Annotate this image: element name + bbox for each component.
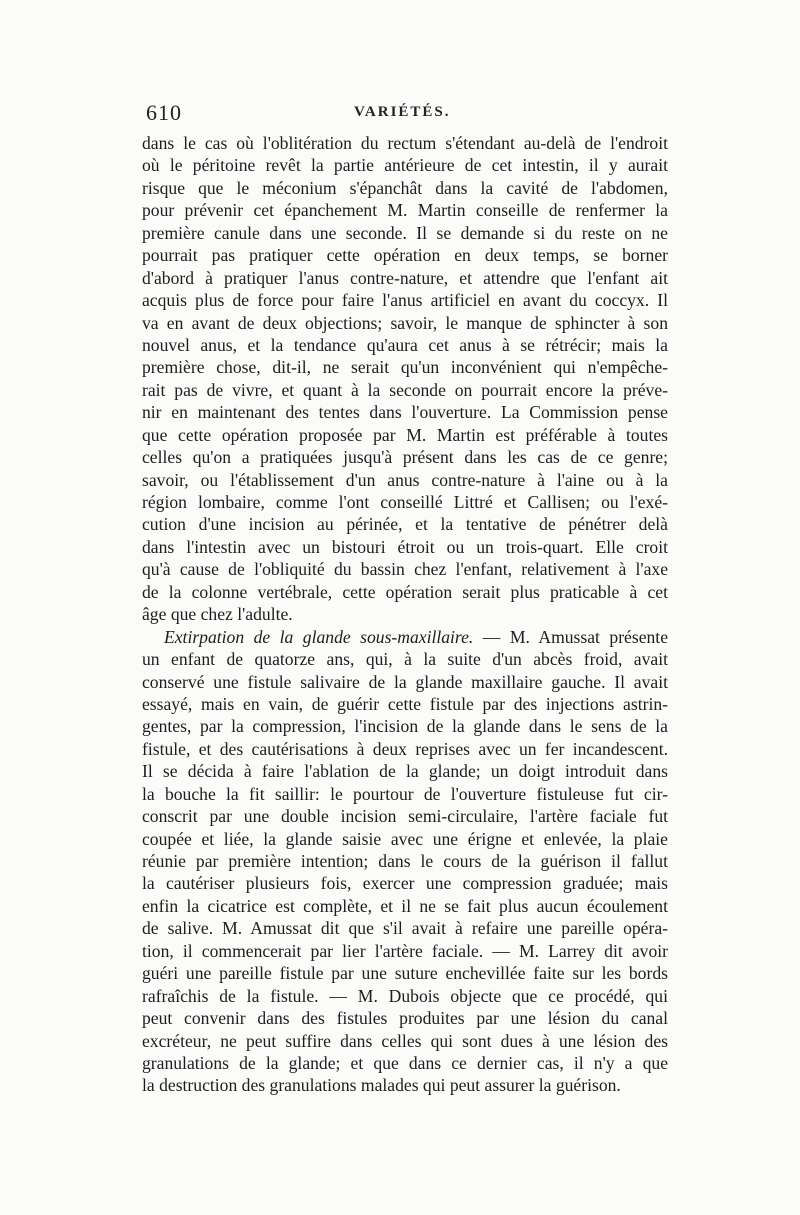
running-head: VARIÉTÉS. xyxy=(354,104,451,120)
text-line: cution d'une incision au périnée, et la tentative de pénétrer delà xyxy=(142,514,668,535)
paragraph-extirpation xyxy=(142,648,668,1097)
text-line: peut convenir dans des fistules produites par une lésion du canal xyxy=(142,1008,668,1029)
text-line: d'abord à pratiquer l'anus contre-nature, et attendre que l'enfant ait xyxy=(142,267,668,288)
text-line: va en avant de deux objections; savoir, le manque de sphincter à son xyxy=(142,312,668,333)
text-line: un enfant de quatorze ans, qui, à la suite d'un abcès froid, avait xyxy=(142,649,668,670)
text-line: âge que chez l'adulte. xyxy=(142,604,293,625)
text-line: première chose, dit-il, ne serait qu'un inconvénient qui n'empêche- xyxy=(142,357,668,378)
text-line: risque que le méconium s'épanchât dans la cavité de l'abdomen, xyxy=(142,177,668,198)
section-heading-line xyxy=(142,626,668,648)
paragraph-oblitération xyxy=(142,132,668,626)
text-line: acquis plus de force pour faire l'anus artificiel en avant du coccyx. Il xyxy=(142,290,668,311)
body-text xyxy=(142,132,668,1097)
text-line: savoir, ou l'établissement d'un anus contre-nature à l'aine ou à la xyxy=(142,469,668,490)
text-line: fistule, et des cautérisations à deux reprises avec un fer incandescent. xyxy=(142,738,668,759)
text-line: la bouche la fit saillir: le pourtour de l'ouverture fistuleuse fut cir- xyxy=(142,783,668,804)
text-line: celles qu'on a pratiquées jusqu'à présent dans les cas de ce genre; xyxy=(142,447,668,468)
text-line: excréteur, ne peut suffire dans celles qui sont dues à une lésion des xyxy=(142,1030,668,1051)
text-line: pourrait pas pratiquer cette opération en deux temps, se borner xyxy=(142,245,668,266)
text-line: où le péritoine revêt la partie antérieure de cet intestin, il y aurait xyxy=(142,155,668,176)
text-line: de la colonne vertébrale, cette opération serait plus praticable à cet xyxy=(142,581,668,602)
page-number: 610 xyxy=(146,100,182,125)
text-line: nouvel anus, et la tendance qu'aura cet anus à se rétrécir; mais la xyxy=(142,334,668,355)
text-line: première canule dans une seconde. Il se demande si du reste on ne xyxy=(142,222,668,243)
text-line: que cette opération proposée par M. Martin est préférable à toutes xyxy=(142,424,668,445)
text-line: rafraîchis de la fistule. — M. Dubois objecte que ce procédé, qui xyxy=(142,985,668,1006)
text-line: la cautériser plusieurs fois, exercer une compression graduée; mais xyxy=(142,873,668,894)
text-line: dans le cas où l'oblitération du rectum s'étendant au-delà de l'endroit xyxy=(142,133,668,153)
text-line: la destruction des granulations malades qui peut assurer la guérison. xyxy=(142,1075,621,1096)
text-line: Il se décida à faire l'ablation de la glande; un doigt introduit dans xyxy=(142,761,668,782)
text-line: qu'à cause de l'obliquité du bassin chez l'enfant, relativement à l'axe xyxy=(142,559,668,580)
text-line: nir en maintenant des tentes dans l'ouverture. La Commission pense xyxy=(142,402,668,423)
text-line: guéri une pareille fistule par une suture enchevillée faite sur les bords xyxy=(142,963,668,984)
text-line: de salive. M. Amussat dit que s'il avait à refaire une pareille opéra- xyxy=(142,918,668,939)
section-title: Extirpation de la glande sous-maxillaire. xyxy=(164,626,474,647)
text-line: essayé, mais en vain, de guérir cette fistule par des injections astrin- xyxy=(142,693,668,714)
text-line: granulations de la glande; et que dans ce dernier cas, il n'y a que xyxy=(142,1052,668,1073)
text-line: réunie par première intention; dans le cours de la guérison il fallut xyxy=(142,851,668,871)
text-line: dans l'intestin avec un bistouri étroit ou un trois-quart. Elle croit xyxy=(142,536,668,557)
section-title-continuation: — M. Amussat présente xyxy=(473,626,669,647)
text-line: gentes, par la compression, l'incision de la glande dans le sens de la xyxy=(142,716,668,737)
text-line: région lombaire, comme l'ont conseillé Littré et Callisen; ou l'exé- xyxy=(142,492,668,512)
text-line: rait pas de vivre, et quant à la seconde on pourrait encore la préve- xyxy=(142,379,668,400)
text-line: tion, il commencerait par lier l'artère faciale. — M. Larrey dit avoir xyxy=(142,940,668,961)
text-line: pour prévenir cet épanchement M. Martin conseille de renfermer la xyxy=(142,200,668,221)
text-line: enfin la cicatrice est complète, et il ne se fait plus aucun écoulement xyxy=(142,895,668,916)
text-line: conservé une fistule salivaire de la glande maxillaire gauche. Il avait xyxy=(142,671,668,692)
text-line: coupée et liée, la glande saisie avec une érigne et enlevée, la plaie xyxy=(142,828,668,849)
text-line: conscrit par une double incision semi-circulaire, l'artère faciale fut xyxy=(142,806,668,827)
